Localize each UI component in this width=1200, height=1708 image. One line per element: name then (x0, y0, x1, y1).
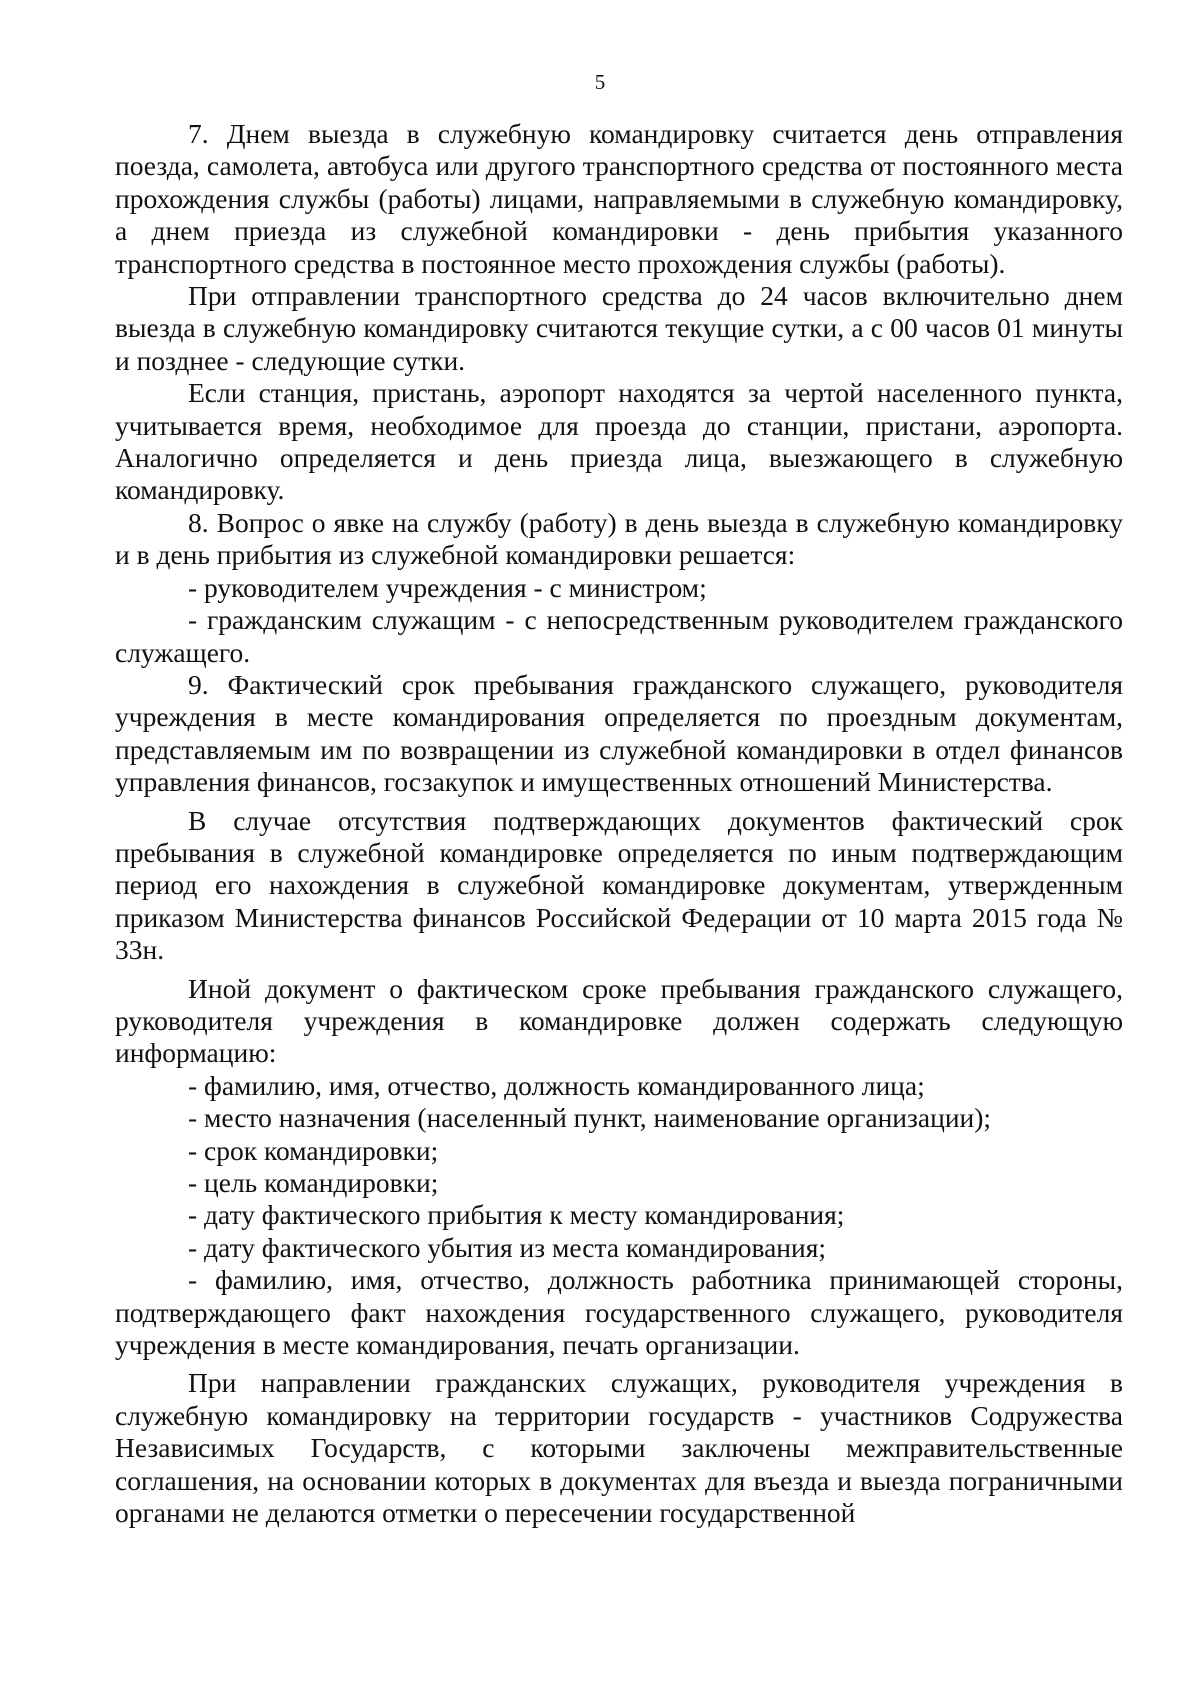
list-item-host-employee: - фамилию, имя, отчество, должность работника принимающей стороны, подтверждающего факт нахождения государственного служащего, руководителя учреждения в месте командирования, печать организации. (115, 1264, 1123, 1361)
list-item-destination: - место назначения (населенный пункт, наименование организации); (188, 1102, 992, 1134)
document-body (115, 118, 1123, 1529)
paragraph-cis-travel: При направлении гражданских служащих, руководителя учреждения в служебную командировку на территории государств - участников Содружества Независимых Государств, с которыми заключены межправительственные соглашения, на основании которых в документах для въезда и выезда пограничными органами не делаются отметки о пересечении государственной (115, 1367, 1123, 1529)
paragraph-no-documents: В случае отсутствия подтверждающих документов фактический срок пребывания в служебной командировке определяется по иным подтверждающим период его нахождения в служебной командировке документам, утвержденным приказом Министерства финансов Российской Федерации от 10 марта 2015 года № 33н. (115, 804, 1123, 966)
paragraph-station-outside: Если станция, пристань, аэропорт находятся за чертой населенного пункта, учитывается время, необходимое для проезда до станции, пристани, аэропорта. Аналогично определяется и день приезда лица, выезжающего в служебную командировку. (115, 377, 1123, 506)
list-item-purpose: - цель командировки; (188, 1167, 439, 1198)
list-item-arrival-date: - дату фактического прибытия к месту командирования; (188, 1199, 845, 1231)
page-number: 5 (594, 70, 606, 94)
paragraph-8-work-attendance: 8. Вопрос о явке на службу (работу) в день выезда в служебную командировку и в день прибытия из служебной командировки решается: (115, 506, 1123, 571)
paragraph-other-document: Иной документ о фактическом сроке пребывания гражданского служащего, руководителя учреждения в командировке должен содержать следующую информацию: (115, 972, 1123, 1069)
list-item-full-name: - фамилию, имя, отчество, должность командированного лица; (188, 1069, 925, 1101)
paragraph-9-actual-period: 9. Фактический срок пребывания гражданского служащего, руководителя учреждения в месте командирования определяется по проездным документам, представляемым им по возвращении из служебной командировки в отдел финансов управления финансов, госзакупок и имущественных отношений Министерства. (115, 668, 1123, 798)
paragraph-departure-time: При отправлении транспортного средства до 24 часов включительно днем выезда в служебную командировку считаются текущие сутки, а с 00 часов 01 минуты и позднее - следующие сутки. (115, 280, 1123, 376)
list-item-civil-servant: - гражданским служащим - с непосредственным руководителем гражданского служащего. (115, 604, 1123, 668)
paragraph-7-departure-day: 7. Днем выезда в служебную командировку считается день отправления поезда, самолета, автобуса или другого транспортного средства от постоянного места прохождения службы (работы) лицами, направляемыми в служебную командировку, а днем приезда из служебной командировки - день прибытия указанного транспортного средства в постоянное место прохождения службы (работы). (115, 118, 1123, 279)
list-item-head-of-institution: - руководителем учреждения - с министром; (188, 571, 707, 603)
list-item-duration: - срок командировки; (188, 1134, 439, 1166)
list-item-departure-date: - дату фактического убытия из места командирования; (188, 1231, 827, 1263)
